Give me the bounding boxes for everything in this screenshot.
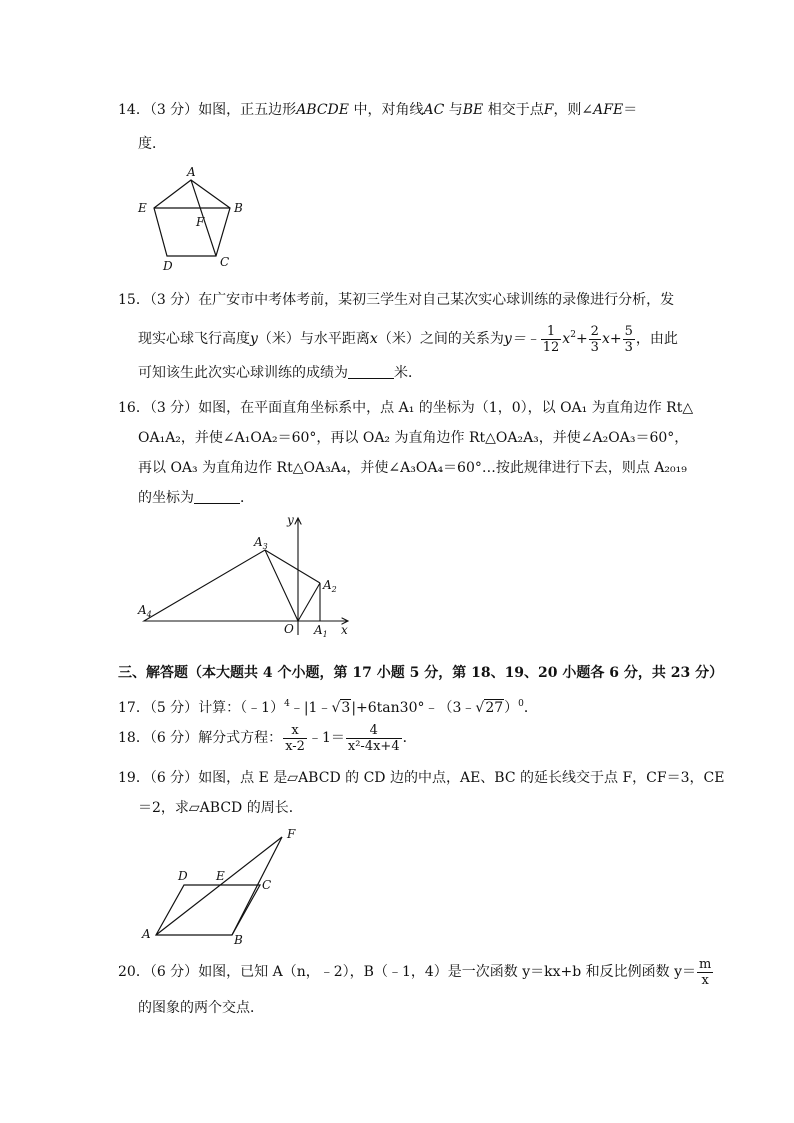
label-x-axis: x: [341, 623, 348, 637]
label-c: C: [262, 878, 272, 892]
triangle-oa3a4: [144, 550, 298, 621]
label-origin: O: [284, 622, 294, 636]
q15-line3: 可知该生此次实心球训练的成绩为 米．: [138, 365, 422, 381]
q14-line1: 14．（3 分）如图，正五边形ABCDE 中，对角线AC 与BE 相交于点F，则∠AFE＝: [118, 102, 638, 118]
section-heading: 三、解答题（本大题共 4 个小题，第 17 小题 5 分，第 18、19、20 小题各 6 分，共 23 分）: [118, 665, 724, 681]
q16-line4: 的坐标为 ．: [138, 490, 254, 506]
q18-line: 18．（6 分）解分式方程： $\frac{x}{x-2}$ ﹣1＝ $\frac{4}{\text{x²-4x+4}}$ ．: [118, 722, 417, 754]
fraction-m-over-x: $\frac{m}{x}$: [699, 956, 712, 988]
q17-line: 17．（5 分）计算：（﹣1）$^4$﹣|1﹣√3|+6tan30°﹣（3﹣√27）$^0$．: [118, 699, 538, 716]
q15-line1: 15．（3 分）在广安市中考体考前，某初三学生对自己某次实心球训练的录像进行分析，发: [118, 292, 675, 308]
pentagon-figure: [130, 160, 260, 280]
fraction-2-3: $\frac{2}{3}$: [590, 323, 599, 355]
label-b: B: [234, 201, 243, 215]
pentagon-shape: [154, 180, 230, 256]
label-e: E: [216, 869, 225, 883]
q19-line1: 19．（6 分）如图，点 E 是▱ABCD 的 CD 边的中点，AE、BC 的延长线交于点 F，CF＝3，CE: [118, 770, 725, 786]
fraction-1-12: $\frac{1}{12}$: [542, 323, 560, 355]
label-e: E: [138, 201, 147, 215]
q16-line2: OA₁A₂，并使∠A₁OA₂＝60°，再以 OA₂ 为直角边作 Rt△OA₂A₃，并使∠A₂OA₃＝60°，: [138, 430, 689, 446]
label-b: B: [234, 933, 243, 947]
label-y-axis: y: [287, 513, 294, 527]
segment-oa2: [298, 583, 320, 621]
label-a2: $A_2$: [323, 578, 337, 594]
line-bf: [232, 837, 282, 935]
fraction-5-3: $\frac{5}{3}$: [624, 323, 633, 355]
q20-line2: 的图象的两个交点．: [138, 1000, 264, 1016]
label-d: D: [163, 259, 173, 273]
label-a1: $A_1$: [314, 623, 328, 639]
q15-line2: 现实心球飞行高度y（米）与水平距离x（米）之间的关系为y＝﹣ $\frac{1}{12}$ $x^2+$ $\frac{2}{3}$ x+ $\frac{5}{3}$ ，由此: [138, 323, 678, 355]
label-d: D: [178, 869, 188, 883]
label-a3: $A_3$: [254, 535, 268, 551]
answer-blank: [194, 489, 240, 504]
q14-line2: 度．: [138, 136, 166, 152]
label-a: A: [142, 927, 151, 941]
label-a: A: [187, 165, 196, 179]
q16-line3: 再以 OA₃ 为直角边作 Rt△OA₃A₄，并使∠A₃OA₄＝60°…按此规律进行下去，则点 A₂₀₁₉: [138, 460, 687, 476]
q20-line1: 20．（6 分）如图，已知 A（n，﹣2），B（﹣1，4）是一次函数 y＝kx+b 和反比例函数 y＝ $\frac{m}{x}$: [118, 956, 712, 988]
q16-line1: 16．（3 分）如图，在平面直角坐标系中，点 A₁ 的坐标为（1，0），以 OA₁ 为直角边作 Rt△: [118, 400, 694, 416]
parallelogram-figure: [130, 822, 310, 947]
label-a4: $A_4$: [138, 603, 152, 619]
fraction-x-over-x-minus-2: $\frac{x}{x-2}$: [285, 722, 305, 754]
q19-line2: ＝2，求▱ABCD 的周长．: [138, 800, 303, 816]
fraction-4-over-quadratic: $\frac{4}{\text{x²-4x+4}}$: [347, 722, 400, 754]
label-c: C: [220, 255, 230, 269]
coordinate-figure: [130, 510, 370, 645]
label-f: F: [287, 827, 296, 841]
answer-blank: [348, 364, 394, 379]
label-f: F: [196, 215, 205, 229]
